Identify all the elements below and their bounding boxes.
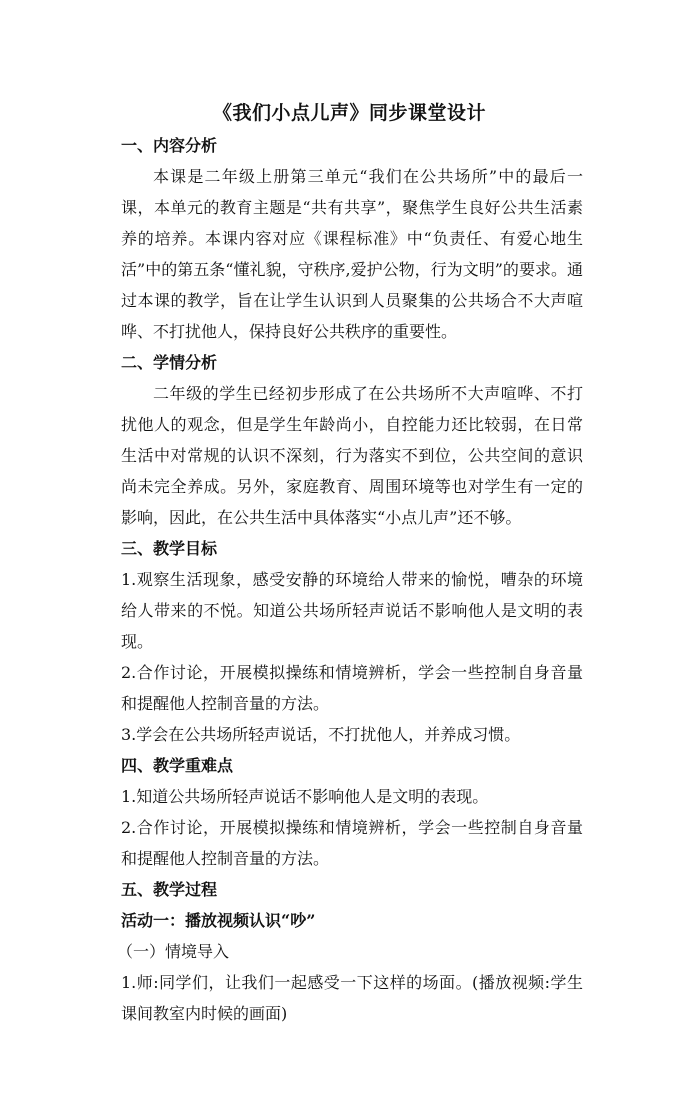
section-heading-learner: 二、学情分析	[121, 353, 218, 372]
process-paragraph: 1.师:同学们，让我们一起感受一下这样的场面。(播放视频:学生课间教室内时候的画面)	[121, 973, 583, 1023]
section-heading-process: 五、教学过程	[121, 880, 218, 899]
document-body	[117, 130, 583, 1029]
section-heading-content: 一、内容分析	[121, 136, 218, 155]
goal-item: 3.学会在公共场所轻声说话，不打扰他人，并养成习惯。	[121, 725, 521, 744]
activity-heading: 活动一：播放视频认识“吵”	[121, 911, 316, 930]
keypoint-item: 1.知道公共场所轻声说话不影响他人是文明的表现。	[121, 787, 489, 806]
goal-item: 1.观察生活现象，感受安静的环境给人带来的愉悦，嘈杂的环境给人带来的不悦。知道公共场所轻声说话不影响他人是文明的表现。	[121, 570, 583, 651]
goal-item: 2.合作讨论，开展模拟操练和情境辨析，学会一些控制自身音量和提醒他人控制音量的方法。	[121, 663, 583, 713]
document-title: 《我们小点儿声》同步课堂设计	[212, 102, 486, 124]
keypoint-item: 2.合作讨论，开展模拟操练和情境辨析，学会一些控制自身音量和提醒他人控制音量的方法。	[121, 818, 583, 868]
content-analysis-paragraph: 本课是二年级上册第三单元“我们在公共场所”中的最后一课，本单元的教育主题是“共有共享”，聚焦学生良好公共生活素养的培养。本课内容对应《课程标准》中“负责任、有爱心地生活”中的第五条“懂礼貌，守秩序,爱护公物，行为文明”的要求。通过本课的教学，旨在让学生认识到人员聚集的公共场合不大声喧哗、不打扰他人，保持良好公共秩序的重要性。	[121, 167, 583, 341]
section-heading-keypoints: 四、教学重难点	[121, 756, 234, 775]
sub-heading: （一）情境导入	[117, 942, 230, 961]
section-heading-goals: 三、教学目标	[121, 539, 218, 558]
learner-analysis-paragraph: 二年级的学生已经初步形成了在公共场所不大声喧哗、不打扰他人的观念，但是学生年龄尚小，自控能力还比较弱，在日常生活中对常规的认识不深刻，行为落实不到位，公共空间的意识尚未完全养成。另外，家庭教育、周围环境等也对学生有一定的影响，因此，在公共生活中具体落实“小点儿声”还不够。	[121, 384, 583, 527]
